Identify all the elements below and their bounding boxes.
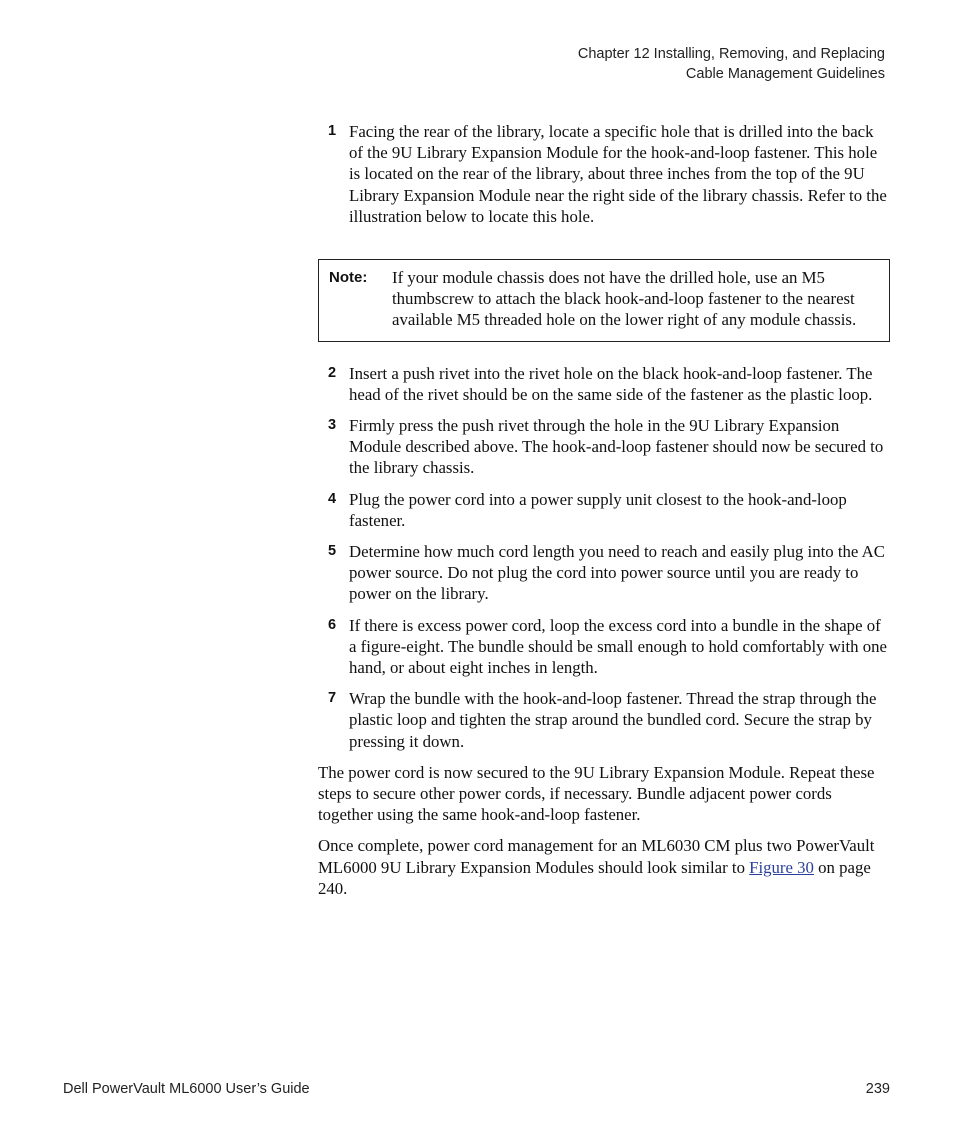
note-box	[318, 259, 890, 342]
step-text: Facing the rear of the library, locate a specific hole that is drilled into the back of the 9U Library Expansion Module for the hook-and-loop fastener. This hole is located on the rear of the library, about three inches from the top of the 9U Library Expansion Module near the right side of the library chassis. Refer to the illustration below to locate this hole.	[349, 122, 887, 226]
figure-30-link[interactable]: Figure 30	[749, 857, 814, 877]
step-number: 6	[328, 616, 337, 633]
step-text: Wrap the bundle with the hook-and-loop fastener. Thread the strap through the plastic loop and tighten the strap around the bundled cord. Secure the strap by pressing it down.	[349, 689, 877, 751]
step-number: 7	[328, 690, 337, 707]
step-text: Determine how much cord length you need to reach and easily plug into the AC power source. Do not plug the cord into power source until you are ready to power on the library.	[349, 542, 885, 604]
completion-text: Once complete, power cord management for an ML6030 CM plus two PowerVault ML6000 9U Library Expansion Modules should look similar to	[318, 836, 875, 877]
step-number: 2	[328, 364, 337, 381]
step-4	[318, 489, 890, 531]
step-number: 1	[328, 123, 337, 139]
step-text: If there is excess power cord, loop the excess cord into a bundle in the shape of a figure-eight. The bundle should be small enough to hold comfortably with one hand, or about eight inches in length.	[349, 615, 887, 678]
step-number: 5	[328, 543, 337, 560]
step-6	[318, 615, 890, 679]
step-text: Insert a push rivet into the rivet hole on the black hook-and-loop fastener. The head of the rivet should be on the same side of the fastener as the plastic loop.	[349, 363, 873, 404]
step-text: Plug the power cord into a power supply unit closest to the hook-and-loop fastener.	[349, 489, 847, 530]
step-number: 3	[328, 417, 337, 434]
step-5	[318, 541, 890, 605]
step-3	[318, 415, 890, 479]
step-2	[318, 363, 890, 405]
step-text: Firmly press the push rivet through the hole in the 9U Library Expansion Module described above. The hook-and-loop fastener should now be secured to the library chassis.	[349, 416, 884, 478]
note-label: Note:	[329, 269, 368, 287]
step-1	[318, 121, 890, 227]
step-7	[318, 688, 890, 752]
page-number: 239	[865, 1081, 890, 1097]
main-content	[318, 121, 890, 899]
summary-paragraph: The power cord is now secured to the 9U Library Expansion Module. Repeat these steps to secure other power cords, if necessary. Bundle adjacent power cords together using the same hook-and-loop fastener.	[318, 762, 875, 825]
completion-text-end: on page 240.	[318, 857, 871, 898]
chapter-title: Chapter 12 Installing, Removing, and Replacing	[577, 46, 885, 62]
section-title: Cable Management Guidelines	[685, 66, 885, 82]
note-text: If your module chassis does not have the drilled hole, use an M5 thumbscrew to attach the black hook-and-loop fastener to the nearest available M5 threaded hole on the lower right of any module chassis.	[392, 268, 857, 330]
step-number: 4	[328, 490, 337, 507]
completion-paragraph	[318, 835, 890, 899]
footer-title: Dell PowerVault ML6000 User’s Guide	[63, 1081, 310, 1097]
page-header	[578, 44, 885, 84]
